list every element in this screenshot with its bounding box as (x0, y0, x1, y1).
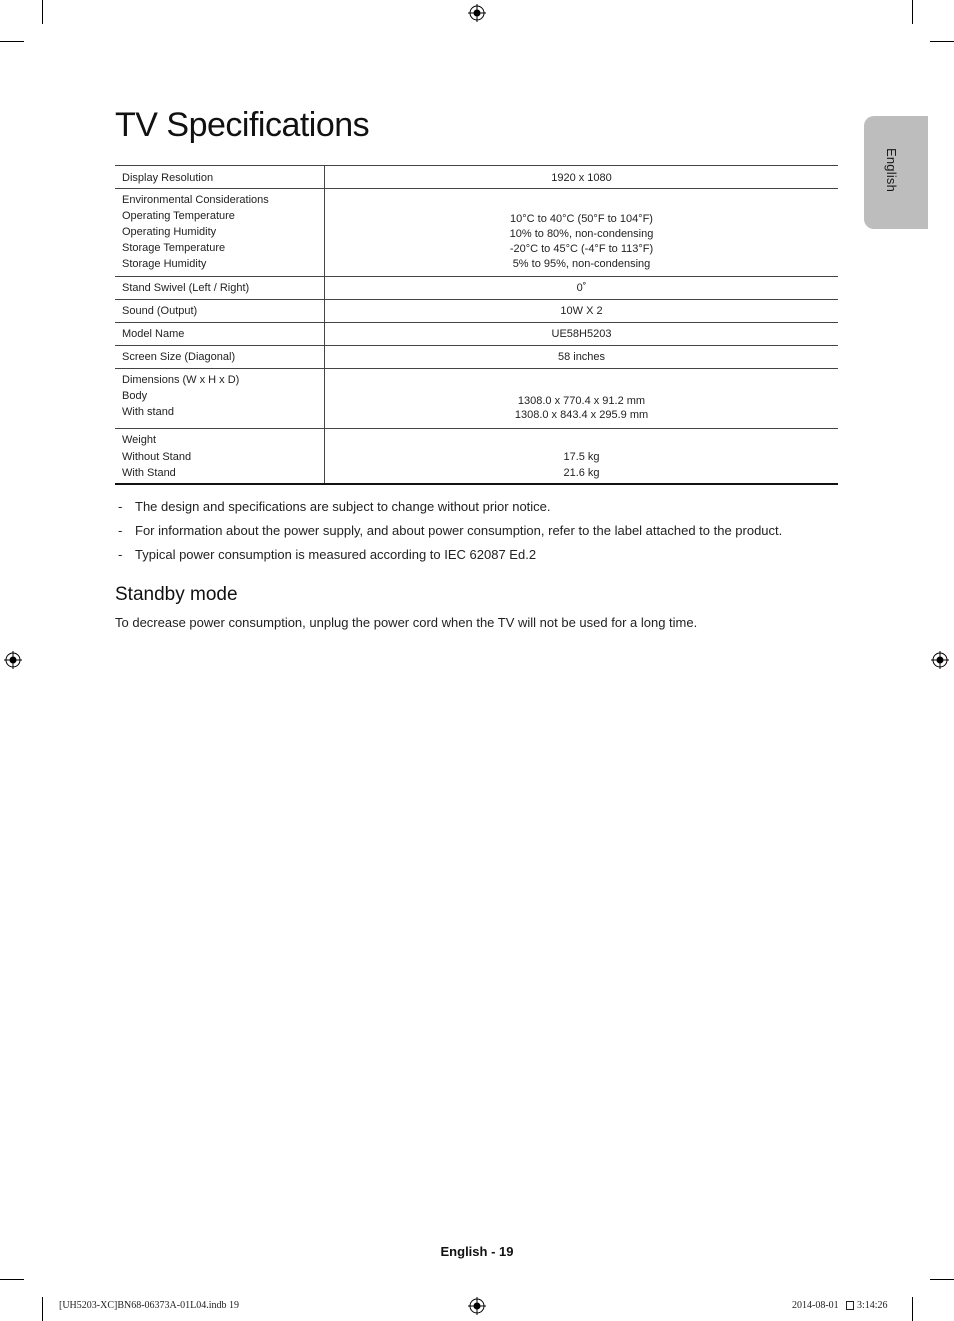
slug-date: 2014-08-01 (792, 1300, 839, 1311)
note-text: Typical power consumption is measured according to IEC 62087 Ed.2 (135, 547, 537, 562)
storage-humidity-value: 5% to 95%, non-condensing (512, 258, 651, 270)
section-heading: Standby mode (115, 584, 238, 605)
language-tab-label: English (884, 148, 899, 193)
model-name-label: Model Name (122, 328, 185, 340)
operating-temperature-value: 10°C to 40°C (50°F to 104°F) (510, 213, 653, 225)
slug-time: 3:14:26 (857, 1300, 888, 1311)
crop-mark (930, 1279, 954, 1280)
table-row (115, 346, 838, 369)
table-row (115, 189, 838, 277)
spec-value (325, 189, 839, 277)
bullet-dash: - (118, 499, 123, 514)
list-item (115, 521, 782, 545)
slug-glyph-icon (846, 1301, 854, 1310)
table-row (115, 277, 838, 300)
spec-label (115, 300, 325, 323)
with-stand-weight-value: 21.6 kg (563, 467, 600, 479)
operating-temperature-label: Operating Temperature (122, 210, 235, 222)
page-number: English - 19 (440, 1244, 514, 1259)
table-row (115, 323, 838, 346)
display-resolution-label: Display Resolution (122, 172, 214, 184)
slug-file: [UH5203-XC]BN68-06373A-01L04.indb 19 (59, 1300, 239, 1311)
spec-label (115, 166, 325, 189)
spec-label (115, 346, 325, 369)
weight-label: Weight (122, 434, 157, 446)
crop-mark (912, 0, 913, 24)
sound-value: 10W X 2 (560, 305, 603, 317)
spec-value (325, 369, 839, 429)
operating-humidity-value: 10% to 80%, non-condensing (509, 228, 654, 240)
language-tab (864, 116, 928, 229)
crop-mark (0, 1279, 24, 1280)
registration-mark-icon (468, 1297, 486, 1315)
note-text: For information about the power supply, and about power consumption, refer to the label attached to the product. (135, 523, 783, 538)
registration-mark-icon (468, 4, 486, 22)
bullet-dash: - (118, 523, 123, 538)
without-stand-weight-value: 17.5 kg (563, 451, 600, 463)
table-row (115, 369, 838, 429)
storage-humidity-label: Storage Humidity (122, 258, 207, 270)
sound-label: Sound (Output) (122, 305, 198, 317)
without-stand-label: Without Stand (122, 451, 192, 463)
notes-list (115, 497, 782, 569)
screen-size-label: Screen Size (Diagonal) (122, 351, 236, 363)
spec-label (115, 429, 325, 484)
spec-value (325, 346, 839, 369)
table-row (115, 429, 838, 484)
table-row (115, 300, 838, 323)
list-item (115, 497, 782, 521)
list-item (115, 545, 782, 569)
with-stand-label: With stand (122, 406, 174, 418)
crop-mark (42, 0, 43, 24)
operating-humidity-label: Operating Humidity (122, 226, 217, 238)
storage-temperature-value: -20°C to 45°C (-4°F to 113°F) (509, 243, 654, 255)
stand-swivel-label: Stand Swivel (Left / Right) (122, 282, 250, 294)
bullet-dash: - (118, 547, 123, 562)
crop-mark (912, 1297, 913, 1321)
dimensions-label: Dimensions (W x H x D) (122, 374, 240, 386)
display-resolution-value: 1920 x 1080 (551, 172, 612, 184)
standby-paragraph: To decrease power consumption, unplug the power cord when the TV will not be used for a long time. (115, 615, 698, 630)
body-dimensions-value: 1308.0 x 770.4 x 91.2 mm (517, 395, 646, 407)
spec-label (115, 189, 325, 277)
registration-mark-icon (931, 651, 949, 669)
spec-label (115, 323, 325, 346)
with-stand-dimensions-value: 1308.0 x 843.4 x 295.9 mm (514, 409, 649, 421)
spec-value (325, 300, 839, 323)
spec-label (115, 369, 325, 429)
spec-value (325, 166, 839, 189)
spec-value (325, 323, 839, 346)
screen-size-value: 58 inches (557, 351, 606, 363)
spec-value (325, 429, 839, 484)
note-text: The design and specifications are subject to change without prior notice. (135, 499, 551, 514)
spec-value (325, 277, 839, 300)
model-name-value: UE58H5203 (551, 328, 612, 340)
crop-mark (930, 41, 954, 42)
storage-temperature-label: Storage Temperature (122, 242, 226, 254)
table-row (115, 166, 838, 189)
registration-mark-icon (4, 651, 22, 669)
page-title: TV Specifications (115, 106, 370, 144)
specifications-table (115, 165, 838, 485)
crop-mark (0, 41, 24, 42)
spec-label (115, 277, 325, 300)
crop-mark (42, 1297, 43, 1321)
stand-swivel-value: 0˚ (576, 282, 587, 294)
environment-label: Environmental Considerations (122, 194, 269, 206)
with-stand-weight-label: With Stand (122, 467, 176, 479)
body-label: Body (122, 390, 148, 402)
